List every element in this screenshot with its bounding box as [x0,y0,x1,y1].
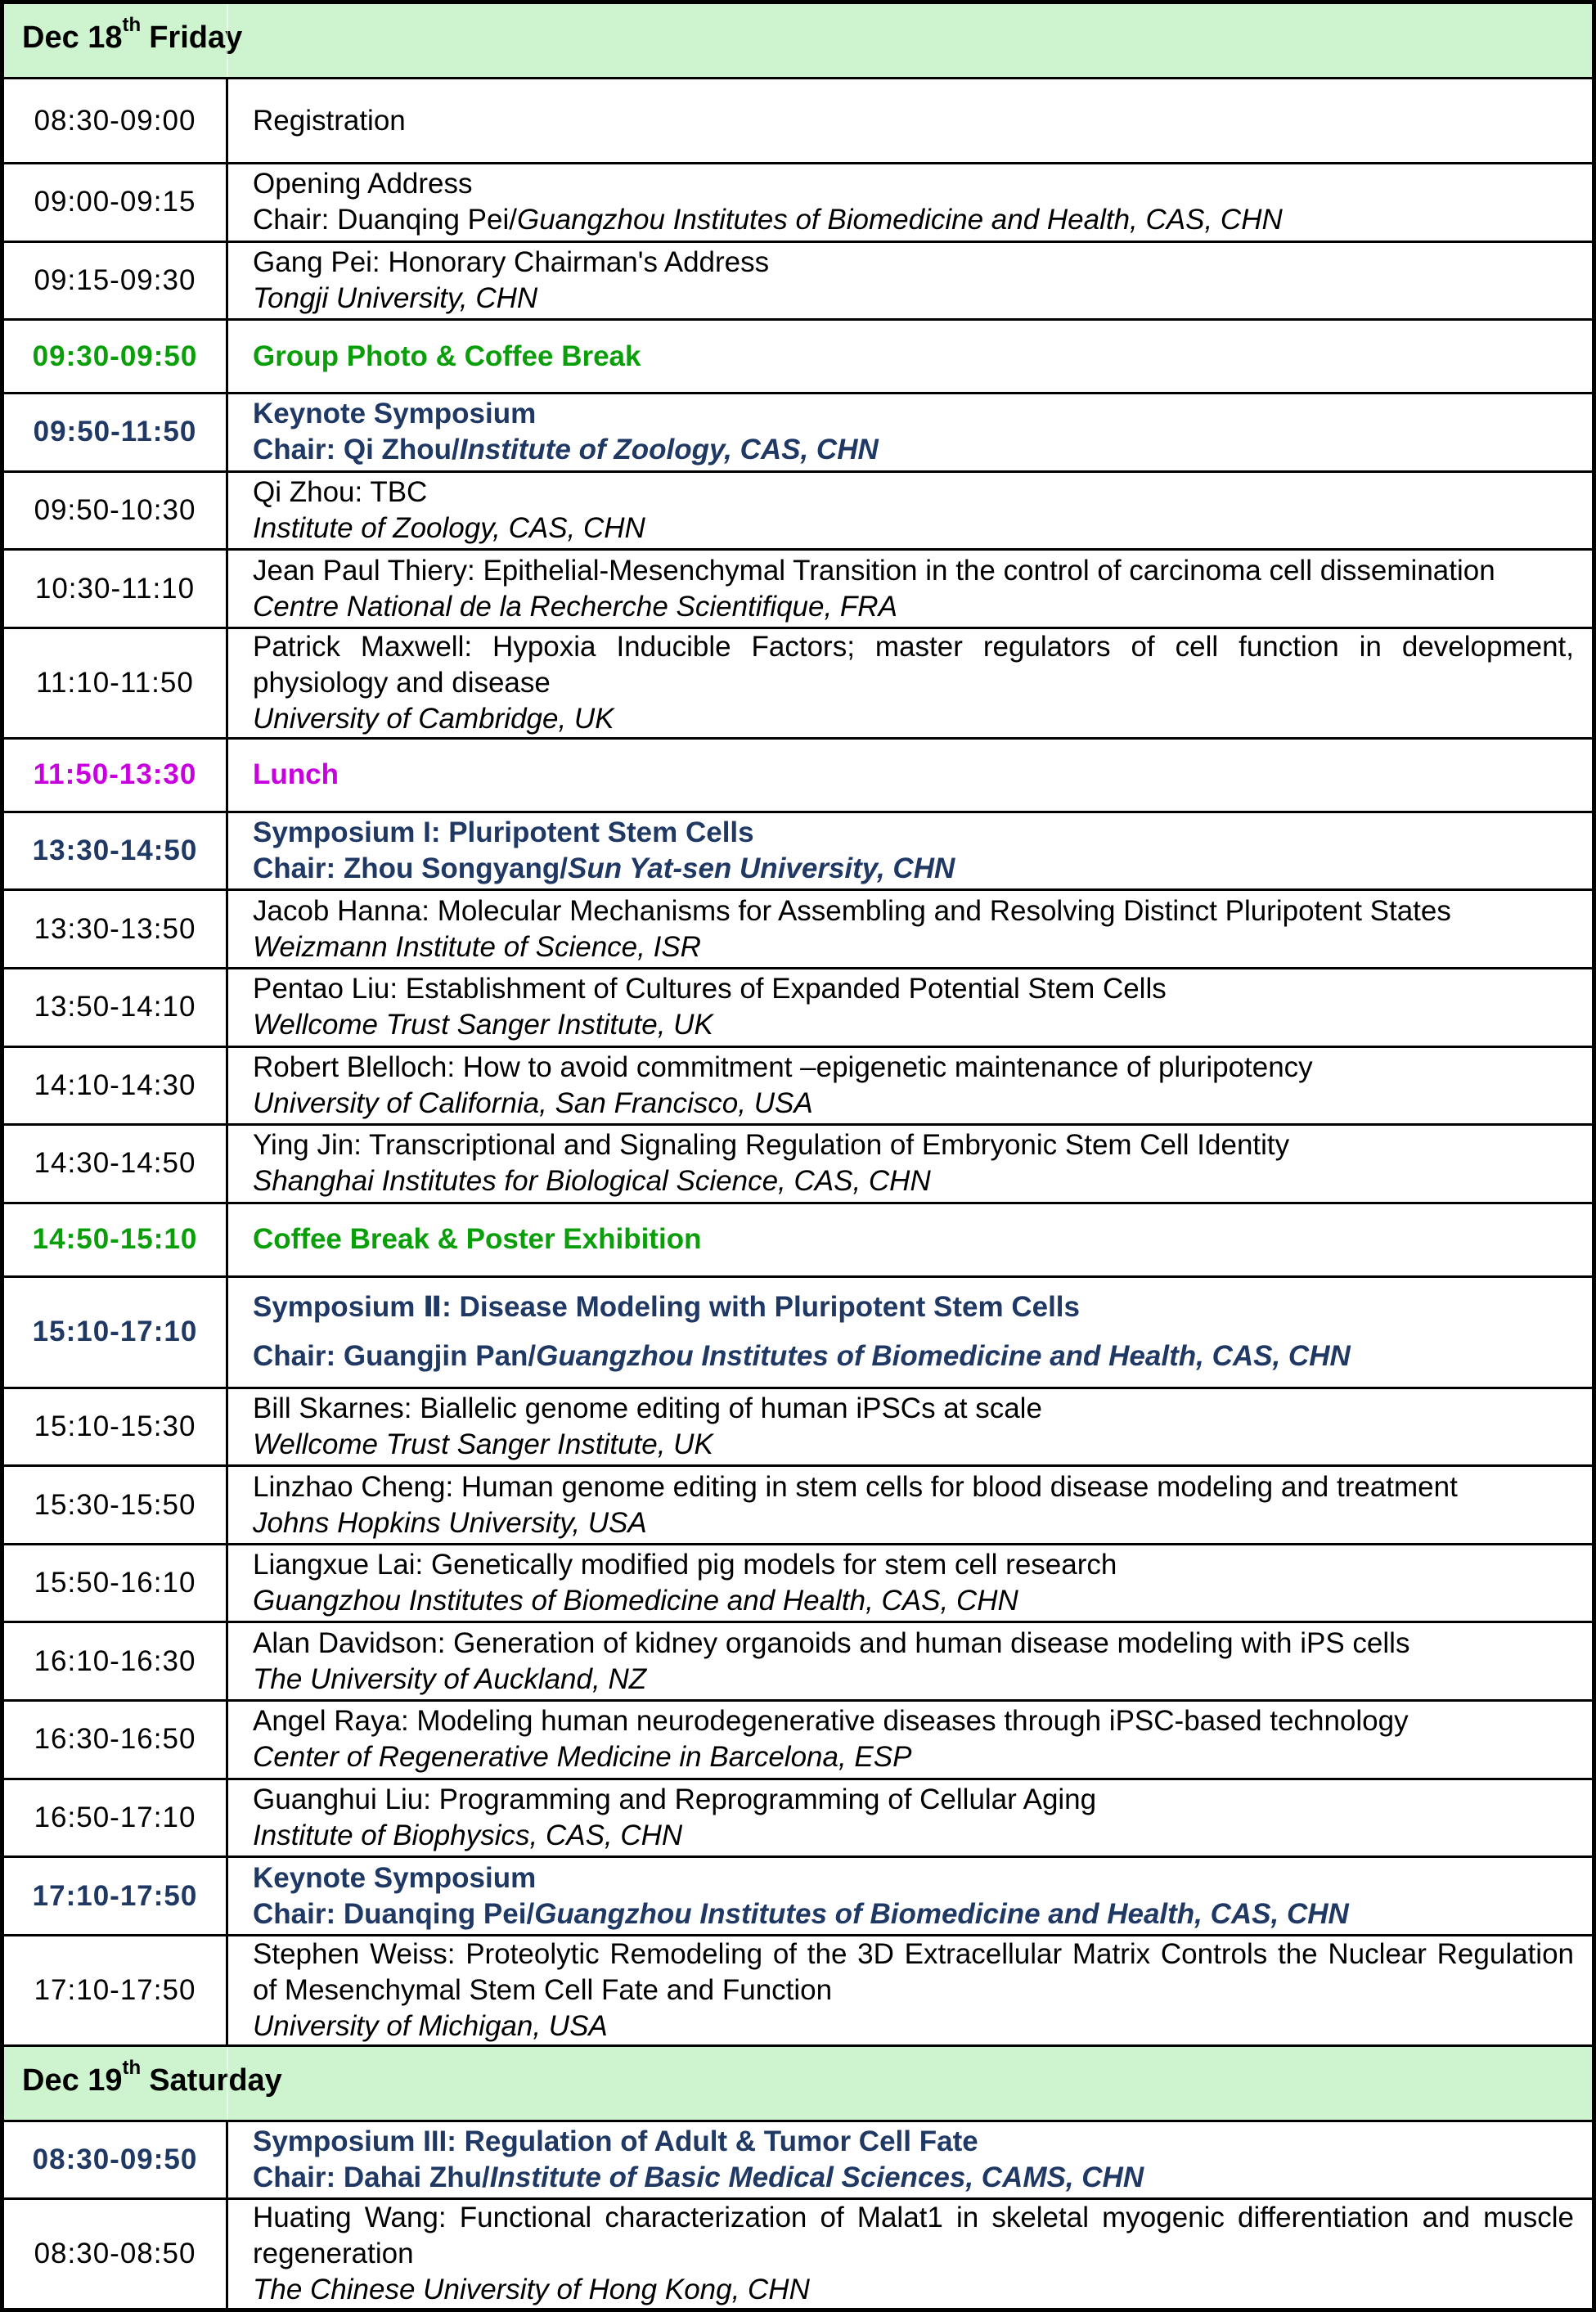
schedule-row [4,740,1592,813]
session-cell [228,2200,1592,2308]
schedule-row [4,813,1592,892]
session-line [253,245,1574,281]
schedule-row [4,1278,1592,1389]
session-line [253,1583,1574,1619]
text-segment: Institute of Biophysics, CAS, CHN [253,1819,683,1851]
session-cell [228,891,1592,967]
text-segment: Pentao Liu: Establishment of Cultures of Expanded Potential Stem Cells [253,973,1167,1005]
session-cell [228,243,1592,319]
text-segment: Center of Regenerative Medicine in Barcelona, ESP [253,1741,912,1774]
time-cell [4,164,228,241]
text-segment: Bill Skarnes: Biallelic genome editing of human iPSCs at scale [253,1392,1042,1424]
text-segment: Patrick Maxwell: Hypoxia Inducible Factors; master regulators of cell function in development, physiology and disease [253,630,1574,699]
text-segment: Stephen Weiss: Proteolytic Remodeling of the 3D Extracellular Matrix Controls the Nuclear Regulation of Mesenchymal Stem Cell Fate and Function [253,1937,1574,2006]
text-segment: Tongji University, CHN [253,281,538,314]
text-segment: Shanghai Institutes for Biological Science, CAS, CHN [253,1165,931,1198]
text-segment: The University of Auckland, NZ [253,1662,647,1695]
schedule-row [4,2200,1592,2308]
session-line [253,1703,1574,1739]
session-line [253,1469,1574,1505]
time-label: 08:30-09:00 [34,104,196,137]
day-name: Saturday [149,2062,282,2098]
time-cell [4,79,228,162]
session-line [253,553,1574,589]
schedule-row [4,1702,1592,1780]
session-cell [228,2122,1592,2198]
time-label: 15:10-15:30 [34,1410,196,1442]
time-cell [4,969,228,1046]
session-line [253,511,1574,547]
session-line [253,202,1574,238]
session-line [253,1086,1574,1122]
time-label: 11:50-13:30 [33,758,197,791]
time-label: 15:10-17:10 [32,1316,198,1348]
text-segment: Lunch [253,758,339,791]
session-line [253,1338,1574,1374]
session-cell [228,1204,1592,1275]
text-segment: Centre National de la Recherche Scientifique, FRA [253,590,897,623]
day-header-label [22,14,243,56]
time-cell [4,1126,228,1202]
time-cell [4,1389,228,1465]
text-segment: Guangzhou Institutes of Biomedicine and Health, CAS, CHN [536,1340,1351,1373]
session-line [253,432,1574,468]
session-cell [228,1702,1592,1778]
time-cell [4,1623,228,1699]
session-cell [228,1126,1592,1202]
schedule-row [4,1389,1592,1468]
time-cell [4,1467,228,1543]
schedule-row [4,2122,1592,2201]
text-segment: Symposium I: Pluripotent Stem Cells [253,816,754,849]
schedule-row [4,243,1592,322]
time-cell [4,321,228,392]
text-segment: Weizmann Institute of Science, ISR [253,930,701,963]
schedule-row [4,969,1592,1048]
session-line [253,589,1574,625]
schedule-row [4,1780,1592,1859]
time-cell [4,551,228,627]
text-segment: Ying Jin: Transcriptional and Signaling Regulation of Embryonic Stem Cell Identity [253,1129,1290,1162]
session-line [253,281,1574,317]
day-name: Friday [149,20,243,55]
session-cell [228,740,1592,811]
text-segment: Chair: Guangjin Pan/ [253,1340,537,1373]
text-segment: Institute of Basic Medical Sciences, CAMS, CHN [489,2161,1144,2193]
session-line [253,475,1574,511]
time-label: 16:50-17:10 [34,1801,196,1833]
day-ordinal: th [122,14,142,36]
text-segment: Symposium III: Regulation of Adult & Tumor Cell Fate [253,2125,978,2157]
time-cell [4,2122,228,2198]
session-cell [228,813,1592,889]
time-cell [4,1858,228,1934]
text-segment: Chair: Duanqing Pei/ [253,1897,535,1930]
session-cell [228,394,1592,470]
text-segment: University of Cambridge, UK [253,702,614,735]
time-cell [4,2200,228,2308]
session-line [253,1936,1574,2008]
schedule-row [4,1467,1592,1545]
text-segment: Robert Blelloch: How to avoid commitment –epigenetic maintenance of pluripotency [253,1050,1313,1083]
session-line [253,2008,1574,2044]
time-label: 15:30-15:50 [34,1488,196,1521]
session-line [253,929,1574,965]
day-header-label [22,2056,282,2098]
text-segment: Group Photo & Coffee Break [253,340,641,372]
session-line [253,339,1574,375]
session-cell [228,629,1592,737]
time-cell [4,394,228,470]
schedule-row [4,79,1592,164]
session-line [253,893,1574,929]
time-cell [4,243,228,319]
text-segment: Chair: Duanqing Pei/ [253,204,517,236]
session-line [253,1289,1574,1325]
session-line [253,971,1574,1007]
text-segment: Keynote Symposium [253,398,537,430]
time-label: 10:30-11:10 [34,572,196,605]
session-line [253,701,1574,737]
day-header [4,4,1592,79]
session-line [253,1391,1574,1427]
session-line [253,1007,1574,1043]
time-label: 16:30-16:50 [34,1723,196,1756]
text-segment: Sun Yat-sen University, CHN [567,852,955,885]
time-label: 15:50-16:10 [34,1567,196,1599]
day-date: Dec 19 [22,2062,123,2098]
session-cell [228,551,1592,627]
time-label: 13:30-13:50 [34,912,196,945]
time-label: 14:50-15:10 [32,1223,198,1256]
text-segment: Gang Pei: Honorary Chairman's Address [253,245,770,278]
text-segment: Johns Hopkins University, USA [253,1506,647,1539]
text-segment: Chair: Zhou Songyang/ [253,852,568,885]
schedule-row [4,473,1592,551]
time-label: 17:10-17:50 [34,1973,196,2006]
session-cell [228,1048,1592,1124]
session-cell [228,1467,1592,1543]
session-line [253,1050,1574,1086]
session-line [253,2200,1574,2272]
text-segment: Guangzhou Institutes of Biomedicine and Health, CAS, CHN [253,1585,1018,1617]
text-segment: Institute of Zoology, CAS, CHN [459,434,879,466]
day-header [4,2047,1592,2122]
time-label: 13:30-14:50 [32,834,198,867]
session-line [253,1505,1574,1541]
day-ordinal: th [122,2056,142,2079]
schedule-row [4,629,1592,740]
session-line [253,815,1574,851]
text-segment: Jean Paul Thiery: Epithelial-Mesenchymal Transition in the control of carcinoma cell dissemination [253,554,1495,587]
text-segment: Keynote Symposium [253,1861,537,1894]
text-segment: Guangzhou Institutes of Biomedicine and Health, CAS, CHN [534,1897,1349,1930]
schedule-row [4,1623,1592,1702]
time-label: 09:00-09:15 [34,186,196,218]
session-line [253,1221,1574,1257]
time-label: 08:30-09:50 [32,2143,198,2175]
time-label: 14:10-14:30 [34,1068,196,1101]
text-segment: Jacob Hanna: Molecular Mechanisms for Assembling and Resolving Distinct Pluripotent States [253,894,1451,927]
session-line [253,1818,1574,1854]
time-label: 13:50-14:10 [34,991,196,1023]
text-segment: University of California, San Francisco, USA [253,1086,813,1119]
text-segment: Coffee Break & Poster Exhibition [253,1223,702,1256]
text-segment: Wellcome Trust Sanger Institute, UK [253,1009,713,1041]
session-cell [228,473,1592,549]
session-cell [228,164,1592,241]
time-label: 09:50-11:50 [33,416,197,448]
session-line [253,2272,1574,2308]
time-label: 17:10-17:50 [32,1879,198,1912]
schedule-row [4,1858,1592,1936]
schedule-row [4,891,1592,969]
session-cell [228,321,1592,392]
time-cell [4,1048,228,1124]
time-label: 09:50-10:30 [34,494,196,527]
text-segment: The Chinese University of Hong Kong, CHN [253,2274,810,2306]
text-segment: Huating Wang: Functional characterization of Malat1 in skeletal myogenic differentiation and muscle regeneration [253,2202,1574,2270]
time-cell [4,1780,228,1856]
text-segment: Opening Address [253,168,473,200]
text-segment: Institute of Zoology, CAS, CHN [253,512,645,545]
text-segment: Liangxue Lai: Genetically modified pig models for stem cell research [253,1549,1117,1581]
schedule-row [4,1936,1592,2047]
schedule-row [4,1545,1592,1624]
session-cell [228,969,1592,1046]
session-line [253,2124,1574,2160]
time-label: 09:30-09:50 [32,340,198,372]
text-segment: Chair: Dahai Zhu/ [253,2161,490,2193]
session-cell [228,1936,1592,2044]
session-line [253,1739,1574,1775]
time-cell [4,1278,228,1387]
session-line [253,1163,1574,1199]
session-line [253,1127,1574,1163]
time-cell [4,1936,228,2044]
text-segment: University of Michigan, USA [253,2009,608,2042]
text-segment: Wellcome Trust Sanger Institute, UK [253,1428,713,1460]
session-line [253,629,1574,701]
schedule-row [4,164,1592,243]
session-cell [228,79,1592,162]
time-cell [4,740,228,811]
schedule-row [4,551,1592,629]
schedule-row [4,321,1592,394]
session-line [253,1427,1574,1463]
session-line [253,166,1574,202]
session-cell [228,1858,1592,1934]
session-line [253,103,1574,139]
session-line [253,396,1574,432]
text-segment: Chair: Qi Zhou/ [253,434,460,466]
session-line [253,1860,1574,1896]
day-date: Dec 18 [22,20,123,55]
time-cell [4,891,228,967]
session-cell [228,1780,1592,1856]
time-label: 11:10-11:50 [36,666,194,699]
time-cell [4,1702,228,1778]
time-label: 16:10-16:30 [34,1644,196,1677]
text-segment: Qi Zhou: TBC [253,476,428,509]
text-segment: Guangzhou Institutes of Biomedicine and Health, CAS, CHN [516,204,1283,236]
session-line [253,1626,1574,1662]
text-segment: Symposium Ⅱ: Disease Modeling with Pluripotent Stem Cells [253,1291,1081,1324]
session-cell [228,1389,1592,1465]
text-segment: Registration [253,104,406,137]
session-line [253,1662,1574,1698]
text-segment: Alan Davidson: Generation of kidney organoids and human disease modeling with iPS cells [253,1626,1410,1659]
session-line [253,851,1574,887]
schedule-row [4,1048,1592,1127]
time-cell [4,813,228,889]
text-segment: Guanghui Liu: Programming and Reprogramming of Cellular Aging [253,1783,1097,1815]
session-line [253,1782,1574,1818]
session-line [253,1896,1574,1932]
schedule-row [4,1204,1592,1278]
time-label: 08:30-08:50 [34,2238,196,2270]
time-cell [4,1204,228,1275]
session-cell [228,1623,1592,1699]
time-cell [4,629,228,737]
schedule-row [4,1126,1592,1204]
session-cell [228,1278,1592,1387]
time-cell [4,1545,228,1622]
time-label: 14:30-14:50 [34,1147,196,1180]
schedule-row [4,394,1592,473]
time-label: 09:15-09:30 [34,263,196,296]
session-line [253,757,1574,793]
session-line [253,2160,1574,2196]
text-segment: Linzhao Cheng: Human genome editing in stem cells for blood disease modeling and treatment [253,1470,1458,1503]
time-cell [4,473,228,549]
session-cell [228,1545,1592,1622]
text-segment: Angel Raya: Modeling human neurodegenerative diseases through iPSC-based technology [253,1705,1409,1738]
session-line [253,1547,1574,1583]
